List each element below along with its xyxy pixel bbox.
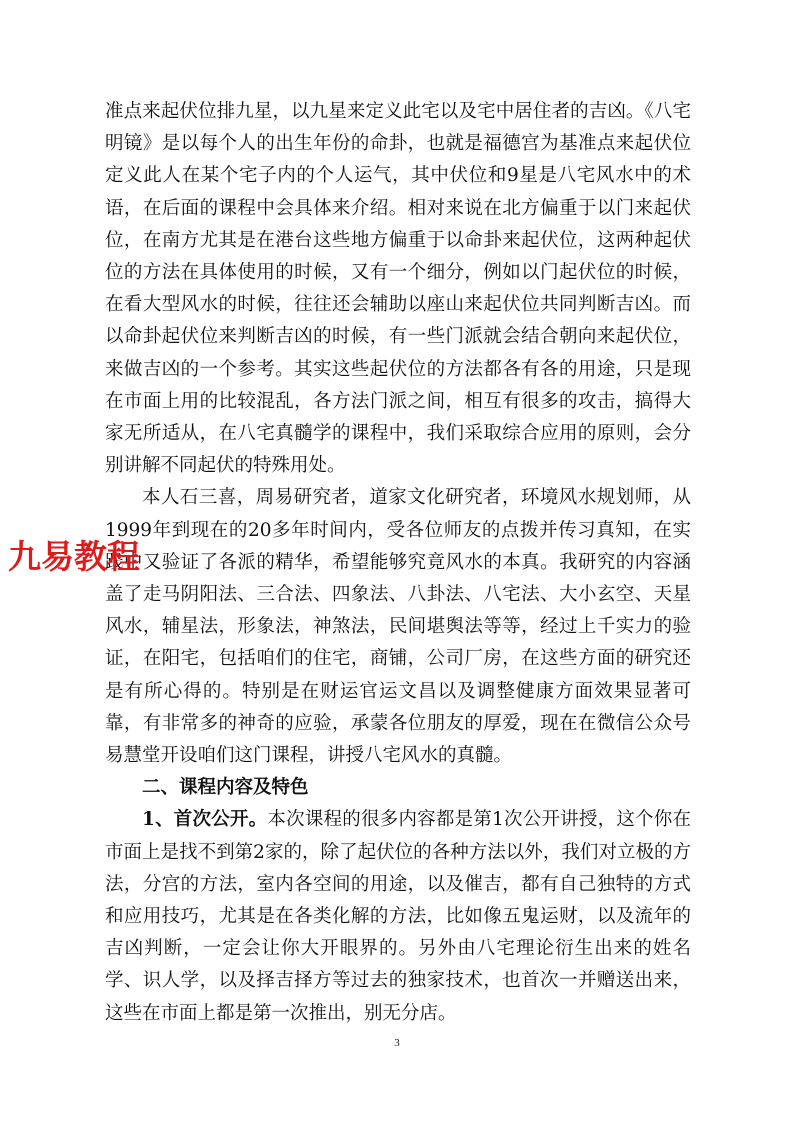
paragraph-lead: 1、首次公开。 [142,809,268,831]
section-heading: 二、课程内容及特色 [142,777,309,799]
paragraph-author-intro: 本人石三喜，周易研究者，道家文化研究者，环境风水规划师，从1999年到现在的20多年时间内，受各位师友的点拨并传习真知，在实践中又验证了各派的精华，希望能够究竟风水的本真。我研究的内容涵盖了走马阴阳法、三合法、四象法、八卦法、八宅法、大小玄空、天星风水，辅星法，形象法，神煞法，民间堪舆法等等，经过上千实力的验证，在阳宅，包括咱们的住宅，商铺，公司厂房，在这些方面的研究还是有所心得的。特别是在财运官运文昌以及调整健康方面效果显著可靠，有非常多的神奇的应验，承蒙各位朋友的厚爱，现在在微信公众号易慧堂开设咱们这门课程，讲授八宅风水的真髓。 [105,487,691,767]
paragraph-first-public [105,804,691,1029]
document-body [105,96,691,1030]
paragraph-continued: 准点来起伏位排九星，以九星来定义此宅以及宅中居住者的吉凶。《八宅明镜》是以每个人的出生年份的命卦，也就是福德宫为基准点来起伏位定义此人在某个宅子内的个人运气，其中伏位和9星是八宅风水中的术语，在后面的课程中会具体来介绍。相对来说在北方偏重于以门来起伏位，在南方尤其是在港台这些地方偏重于以命卦来起伏位，这两种起伏位的方法在具体使用的时候，又有一个细分，例如以门起伏位的时候，在看大型风水的时候，往往还会辅助以座山来起伏位共同判断吉凶。而以命卦起伏位来判断吉凶的时候，有一些门派就会结合朝向来起伏位，来做吉凶的一个参考。其实这些起伏位的方法都各有各的用途，只是现在市面上用的比较混乱，各方法门派之间，相互有很多的攻击，搞得大家无所适从，在八宅真髓学的课程中，我们采取综合应用的原则，会分别讲解不同起伏的特殊用处。 [105,101,691,477]
paragraph-body: 本次课程的很多内容都是第1次公开讲授，这个你在市面上是找不到第2家的，除了起伏位的各种方法以外，我们对立极的方法，分宫的方法，室内各空间的用途，以及催吉，都有自己独特的方式和应用技巧，尤其是在各类化解的方法，比如像五鬼运财，以及流年的吉凶判断，一定会让你大开眼界的。另外由八宅理论衍生出来的姓名学、识人学，以及择吉择方等过去的独家技术，也首次一并赠送出来，这些在市面上都是第一次推出，别无分店。 [105,809,691,1024]
page-number: 3 [394,1037,400,1049]
watermark-logo: 九易教程 [8,537,140,576]
